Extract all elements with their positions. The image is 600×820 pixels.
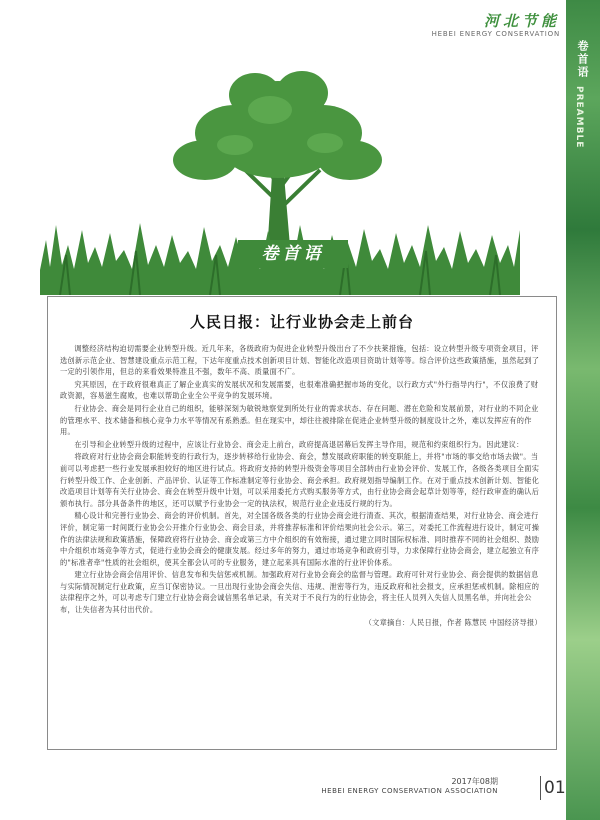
side-tab (566, 40, 600, 170)
article-body (60, 343, 542, 628)
paragraph: 行业协会、商会是同行企业自己的组织，能够深刻为敏锐地察觉到所处行业的需求状态、存在问题、潜在危险和发展前景，对行业的不同企业的管理水平、技术储备和核心竞争力水平等情况有系熟悉。但在现实中，却往往被排除在促进企业转型升级的制度设计之外，难以发挥应有的作用。 (60, 403, 539, 437)
page-footer (0, 776, 566, 806)
paragraph: 调整经济结构迫切需要企业转型升级。近几年来，各级政府为促进企业转型升级出台了不少扶莱措施，包括：设立转型升级专项资金项目，评选创新示范企业、智慧建设重点示范工程，下达年度重点技术创新项目计划、智能化改造项目资助计划等等。综合评价这些政策措施，虽然起到了一定的引领作用，但总的来看效果特准且不强，数年不高、质量面不广。 (60, 344, 540, 377)
article-source: （文章摘自：人民日报，作者 陈慧民 中国经济导报） (364, 617, 542, 627)
paragraph: 将政府对行业协会商会职能转变的行政行为，逐步转移给行业协会、商会，慧发展政府职能的转变职能上，并将"市场的事交给市场去做"。当前可以考虑把一些行业发展承担较好的地区进行试点。将政府支持的转型升级资金等项目全部转由行业协会评价、发展工作，各级各类项目全面实行转型升级工作、企业创新、产品评价、认证等工作标准制定等行业协会、商会承担。政府规划指导编制工作。在对于重点技术创新计划、智能化改造项目计划等有关行业协会、商会在转型升级中计划，可以采用委托方式购买服务等方式，由行业协会商会起草计划等等，经行政审查的确认后颁布执行。部分具备条件的地区，还可以赋予行业协会一定的执法权，规范行业企业违反行规的行为。 (60, 452, 540, 508)
side-tab-label-en: PREAMBLE (574, 86, 584, 149)
article-box (47, 296, 557, 750)
magazine-subtitle: HEBEI ENERGY CONSERVATION (431, 30, 560, 38)
paragraph: 究其原因，在于政府很难真正了解企业真实的发展状况和发展需要，也很难准确把握市场的变化，以行政方式"外行指导内行"，不仅浪费了财政资源，容易滋生腐败，也难以帮助企业全公平竞争的发展环境。 (60, 379, 539, 401)
side-tab-label-cn: 卷首语 (576, 40, 589, 79)
magazine-logo (470, 10, 560, 31)
page-number: 01 (544, 778, 566, 798)
section-banner: 卷首语 (238, 240, 348, 268)
paragraph: 精心设计和完善行业协会、商会的评价机制。首先，对全国各级各类的行业协会商会进行清查、其次，根据清查结果，对行业协会、商会进行评价，制定第一时间既行业协会公开推介行业协会、商会目录，并将推荐标准和评价结果向社会公示。第三，对委托工作流程进行设计，制定可操作的法律法规和政策措施，保障政府将行业协会、商会或第三方中介组织的有效衔接，通过建立同时国际权标准、同时推荐不同的社会组织、鼓励中介组织市场竞争等方式，促进行业协会商会的健康发展。经过多年的努力，通过市场竞争和政府引导，力求保障行业协会商会，建立起独立有序的"标准者牵"性质的社会组织，使其全都会认可的专业服务，建立起来具有国际水准的行业评价体系。 (60, 511, 540, 567)
magazine-title: 河北节能 (483, 12, 560, 30)
issue-number: 2017年08期 (451, 777, 498, 786)
article-headline: 人民日报：让行业协会走上前台 (189, 313, 414, 331)
paragraph: 在引导和企业转型升级的过程中，应该让行业协会、商会走上前台，政府提高退居幕后发挥主导作用，规范和约束组织行为。因此建议： (74, 439, 524, 449)
paragraph: 建立行业协会商会信用评价、信息发布和失信惩戒机制。加强政府对行业协会商会的监督与管理。政府可针对行业协会、商会提供的数据信息与实际情况制定行业政策，应当订保密协议。一旦出现行业协会商会失信、违规、泄密等行为，违反政府和社会报支，应承担惩戒机制。除相应的法律程序之外，可以考虑专门建立行业协会商会诚信黑名单记录，有关对于不良行为的行业协会，将主任人员列入失信人员黑名单，并向社会公布，让失信者为其付出代价。 (60, 570, 540, 615)
association-name: HEBEI ENERGY CONSERVATION ASSOCIATION (321, 787, 498, 795)
footer-divider (540, 776, 541, 800)
